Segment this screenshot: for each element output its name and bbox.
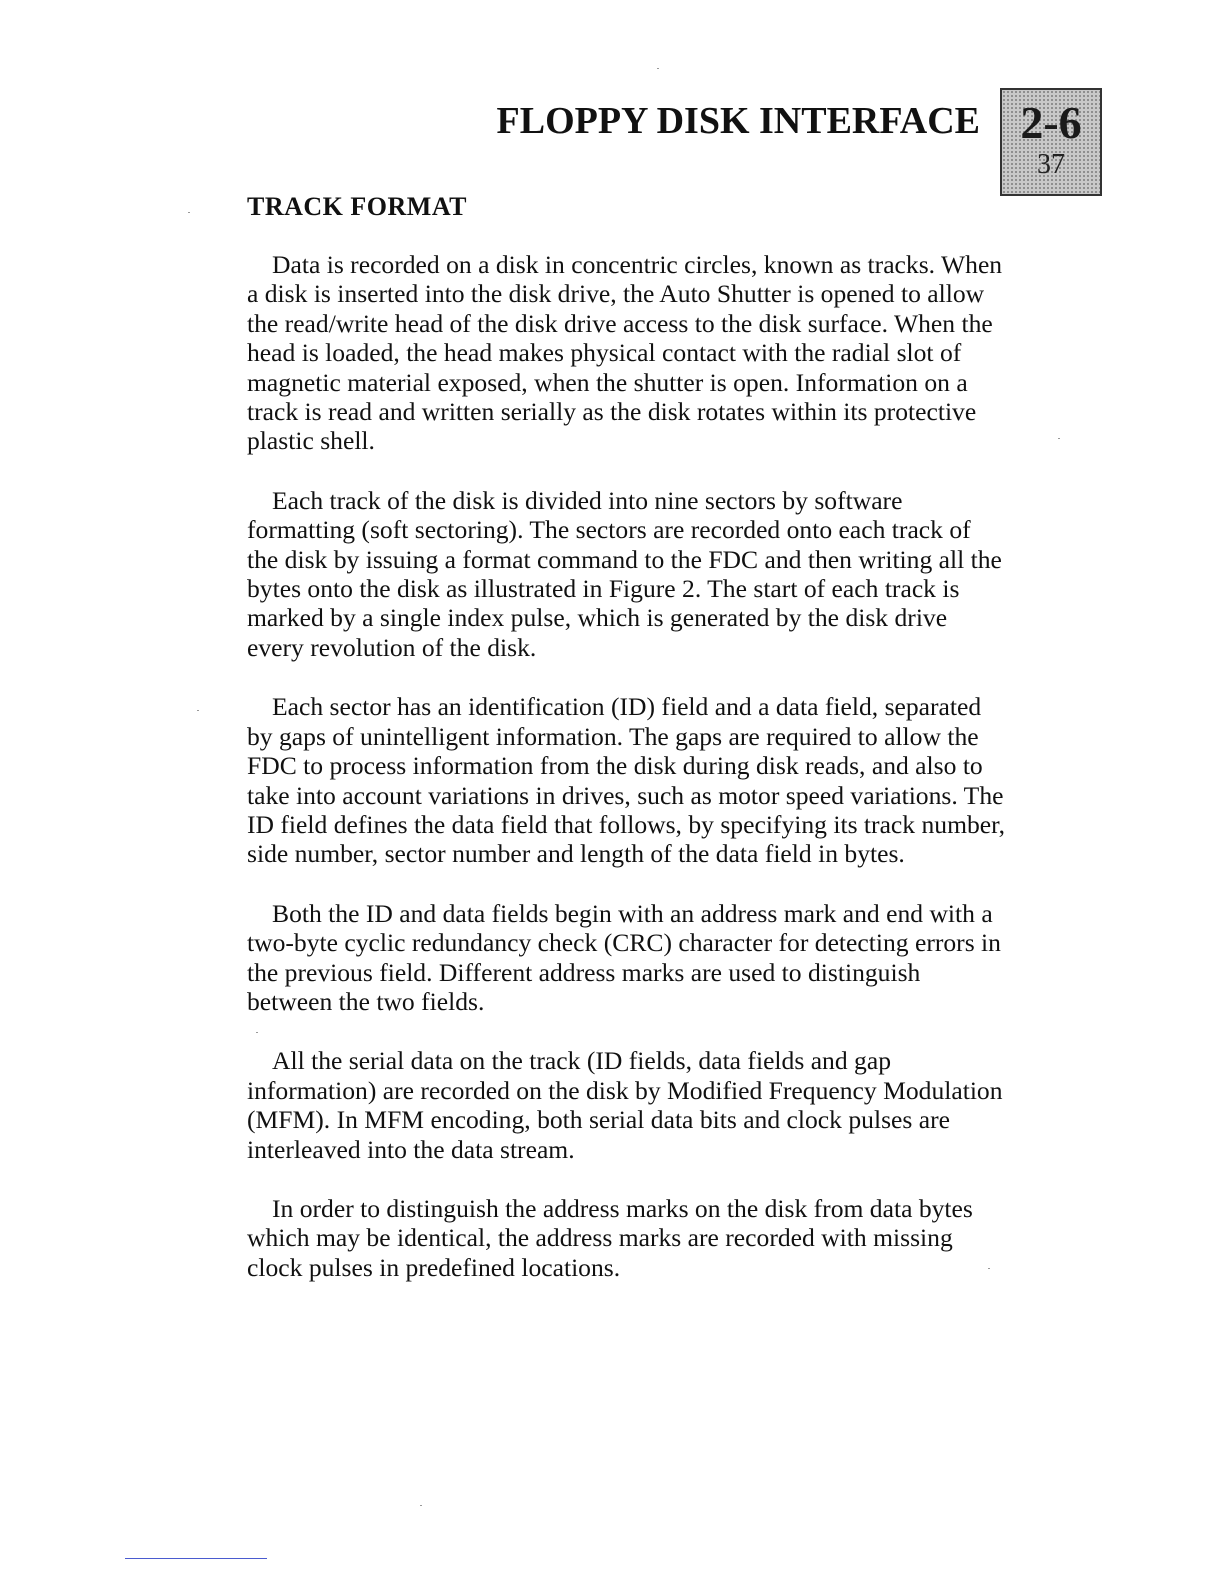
- page-title: FLOPPY DISK INTERFACE: [496, 100, 980, 142]
- paragraph: Each sector has an identification (ID) field and a data field, separated by gaps of unintelligent information. The gaps are required to allow the FDC to process information from the disk during disk reads, and also to take into account variations in drives, such as motor speed variations. The ID field defines the data field that follows, by specifying its track number, side number, sector number and length of the data field in bytes.: [247, 692, 1006, 869]
- paragraph: In order to distinguish the address marks on the disk from data bytes which may be identical, the address marks are recorded with missing clock pulses in predefined locations.: [247, 1193, 973, 1282]
- section-tab: [1000, 88, 1102, 196]
- section-heading: TRACK FORMAT: [247, 192, 468, 221]
- paragraph: Both the ID and data fields begin with an address mark and end with a two-byte cyclic redundancy check (CRC) character for detecting errors in the previous field. Different address marks are used to distinguish between the two fields.: [247, 898, 1001, 1016]
- footer-rule: [125, 1558, 267, 1559]
- scan-speck: [420, 1505, 422, 1506]
- page-number: 37: [1037, 149, 1065, 180]
- paragraph: Data is recorded on a disk in concentric circles, known as tracks. When a disk is inserted into the disk drive, the Auto Shutter is opened to allow the read/write head of the disk drive access to the disk surface. When the head is loaded, the head makes physical contact with the radial slot of magnetic material exposed, when the shutter is open. Information on a track is read and written serially as the disk rotates within its protective plastic shell.: [247, 250, 1003, 456]
- scan-speck: [657, 68, 659, 69]
- section-number: 2-6: [1020, 97, 1082, 148]
- body-text: [247, 250, 1007, 1312]
- scan-speck: [197, 710, 199, 711]
- paragraph: All the serial data on the track (ID fields, data fields and gap information) are recorded on the disk by Modified Frequency Modulation (MFM). In MFM encoding, both serial data bits and clock pulses are interleaved into the data stream.: [247, 1046, 1003, 1164]
- scan-speck: [1058, 438, 1060, 439]
- scan-speck: [256, 1032, 258, 1033]
- scan-speck: [188, 212, 190, 213]
- scan-speck: [988, 1268, 990, 1269]
- paragraph: Each track of the disk is divided into nine sectors by software formatting (soft sectoring). The sectors are recorded onto each track of the disk by issuing a format command to the FDC and then writing all the bytes onto the disk as illustrated in Figure 2. The start of each track is marked by a single index pulse, which is generated by the disk drive every revolution of the disk.: [247, 485, 1002, 662]
